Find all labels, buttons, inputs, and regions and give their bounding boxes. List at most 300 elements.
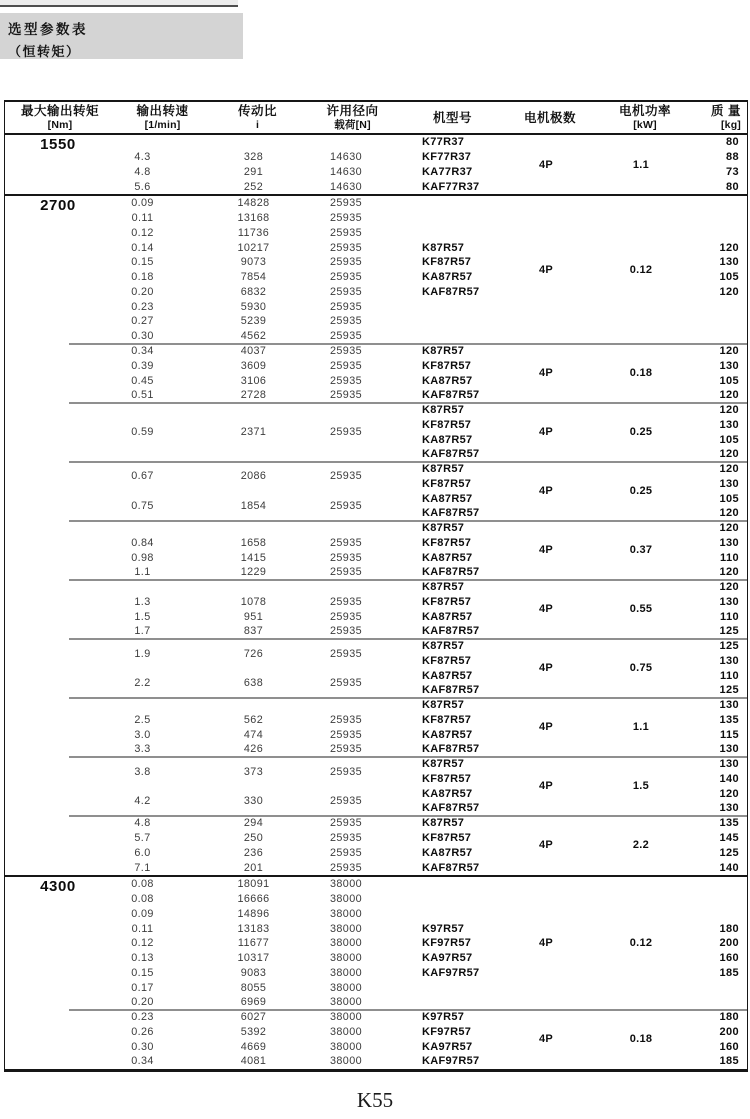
cell-model: KF87R57 (422, 654, 472, 667)
cell-model: KA97R57 (422, 1040, 473, 1053)
cell-model: KAF87R57 (422, 625, 480, 638)
col-model (401, 757, 506, 816)
cell-model (401, 877, 506, 892)
header-unit: [kW] (633, 118, 657, 131)
cell-load: 25935 (329, 551, 363, 564)
cell-speed: 0.30 (131, 330, 154, 343)
cell-speed: 1.1 (134, 566, 151, 579)
col-load (291, 877, 401, 1010)
cell-ratio: 4562 (240, 330, 267, 343)
cell-weight: 105 (719, 433, 739, 446)
cell-weight: 130 (719, 418, 739, 431)
cell-poles: 4P (538, 544, 554, 557)
col-power (586, 344, 696, 403)
cell-speed: 3.8 (134, 765, 151, 778)
cell-speed: 0.09 (131, 197, 154, 210)
cell-weight (696, 995, 747, 1010)
header-label: 许用径向 (326, 103, 379, 118)
cell-poles: 4P (538, 721, 554, 734)
cell-weight: 130 (719, 536, 739, 549)
col-poles (506, 877, 586, 1010)
col-model (401, 1010, 506, 1069)
cell-ratio: 236 (243, 846, 264, 859)
cell-load: 14630 (329, 165, 363, 178)
cell-load: 38000 (329, 907, 363, 920)
cell-power: 0.75 (629, 662, 653, 675)
cell-weight: 160 (719, 1040, 739, 1053)
cell-load: 14630 (329, 151, 363, 164)
cell-load: 25935 (329, 647, 363, 660)
cell-weight: 105 (719, 271, 739, 284)
cell-model: KF87R57 (422, 536, 472, 549)
cell-weight: 200 (719, 1025, 739, 1038)
cell-weight: 145 (719, 832, 739, 844)
cell-model: KA87R57 (422, 271, 473, 284)
col-ratio (216, 135, 291, 194)
cell-ratio: 837 (243, 625, 264, 638)
col-weight (696, 403, 747, 462)
cell-model: K97R57 (422, 922, 465, 935)
cell-model (401, 892, 506, 907)
cell-ratio: 18091 (237, 878, 270, 891)
cell-ratio: 726 (243, 647, 264, 660)
cell-speed: 7.1 (134, 861, 151, 874)
cell-speed: 0.15 (131, 256, 154, 269)
cell-load: 25935 (329, 470, 363, 483)
header-label: 电机功率 (618, 103, 671, 118)
block-separator (69, 402, 747, 404)
cell-model: K77R37 (422, 136, 465, 149)
cell-ratio: 2086 (240, 470, 267, 483)
cell-ratio: 9073 (240, 256, 267, 269)
cell-model: KF87R57 (422, 256, 472, 269)
cell-load: 38000 (329, 878, 363, 891)
cell-speed: 0.75 (131, 499, 154, 512)
cell-model: KF77R37 (422, 151, 472, 164)
section-torque-value: 4300 (40, 877, 76, 895)
cell-speed: 0.11 (131, 212, 154, 225)
cell-load: 38000 (329, 966, 363, 979)
col-load (291, 816, 401, 875)
col-poles (506, 462, 586, 521)
cell-load (291, 698, 401, 713)
cell-speed: 0.12 (131, 937, 154, 950)
section-blocks (69, 135, 747, 194)
cell-weight: 120 (719, 787, 739, 800)
cell-model: K87R57 (422, 699, 465, 712)
col-load (291, 462, 401, 521)
cell-model (401, 906, 506, 921)
col-load (291, 639, 401, 698)
cell-model: KA87R57 (422, 551, 473, 564)
cell-model: KF87R57 (422, 595, 472, 608)
cell-speed: 0.11 (131, 922, 154, 935)
cell-speed: 1.3 (134, 595, 151, 608)
cell-load: 14630 (329, 180, 363, 193)
header-unit: [kg] (720, 118, 741, 131)
cell-speed: 6.0 (134, 846, 151, 859)
cell-speed: 0.45 (131, 374, 154, 387)
cell-speed: 0.59 (131, 426, 154, 439)
cell-power: 1.1 (632, 721, 650, 734)
header-label: 机型号 (432, 110, 472, 125)
cell-weight: 110 (720, 610, 739, 623)
col-load (291, 580, 401, 639)
col-ratio (216, 521, 291, 580)
table-block (69, 816, 747, 875)
cell-model: KA87R57 (422, 492, 473, 505)
header-motor-poles (505, 102, 595, 133)
cell-ratio (216, 698, 291, 713)
col-speed (69, 196, 216, 344)
cell-model: KA87R57 (422, 374, 473, 387)
col-weight (696, 877, 747, 1010)
cell-speed: 0.30 (131, 1040, 154, 1053)
cell-weight: 105 (719, 492, 739, 505)
cell-load: 38000 (329, 1040, 363, 1053)
cell-load: 25935 (329, 713, 363, 726)
col-load (291, 196, 401, 344)
cell-model (401, 314, 506, 329)
cell-load: 25935 (329, 595, 363, 608)
cell-load: 25935 (329, 625, 363, 638)
col-speed (69, 639, 216, 698)
cell-load: 38000 (329, 1055, 363, 1068)
cell-load: 38000 (329, 1011, 363, 1024)
header-unit: [Nm] (47, 118, 73, 131)
cell-ratio: 1415 (240, 551, 267, 564)
header-label: 输出转速 (136, 103, 189, 118)
section-blocks (69, 196, 747, 875)
cell-weight: 120 (719, 389, 739, 402)
block-separator (69, 638, 747, 640)
cell-weight: 180 (719, 922, 739, 935)
cell-poles: 4P (538, 367, 554, 380)
col-model (401, 580, 506, 639)
cell-ratio: 14896 (237, 907, 270, 920)
header-label: 电机极数 (523, 110, 576, 125)
col-ratio (216, 462, 291, 521)
cell-speed: 5.6 (134, 180, 151, 193)
col-speed (69, 580, 216, 639)
cell-weight: 88 (725, 151, 739, 164)
cell-model: KA87R57 (422, 669, 473, 682)
cell-weight (696, 314, 747, 329)
col-ratio (216, 580, 291, 639)
cell-speed: 0.14 (131, 241, 154, 254)
cell-speed (69, 580, 216, 595)
cell-weight: 135 (719, 817, 739, 830)
col-speed (69, 1010, 216, 1069)
col-load (291, 135, 401, 194)
col-ratio (216, 877, 291, 1010)
col-weight (696, 757, 747, 816)
cell-power: 0.18 (629, 367, 653, 380)
cell-model: K97R57 (422, 1011, 465, 1024)
cell-ratio: 5239 (240, 315, 267, 328)
col-weight (696, 344, 747, 403)
cell-ratio: 252 (243, 180, 264, 193)
section (5, 875, 747, 1069)
cell-power: 2.2 (632, 839, 650, 852)
cell-speed (69, 521, 216, 536)
table-block (69, 403, 747, 462)
cell-speed: 1.7 (134, 625, 151, 638)
page-title: 选型参数表 (8, 22, 88, 37)
col-weight (696, 135, 747, 194)
header-unit: [1/min] (144, 118, 181, 131)
cell-ratio: 562 (243, 713, 264, 726)
cell-model: KA87R57 (422, 433, 473, 446)
col-power (586, 580, 696, 639)
cell-load: 38000 (329, 981, 363, 994)
cell-speed: 0.26 (131, 1025, 154, 1038)
cell-model: K87R57 (422, 817, 465, 830)
cell-weight: 120 (719, 404, 739, 417)
col-model (401, 344, 506, 403)
col-load (291, 1010, 401, 1069)
cell-load: 38000 (329, 1025, 363, 1038)
cell-load: 25935 (329, 300, 363, 313)
table-block (69, 877, 747, 1010)
col-power (586, 816, 696, 875)
col-weight (696, 1010, 747, 1069)
cell-speed: 4.2 (134, 795, 151, 808)
cell-speed: 4.8 (134, 165, 151, 178)
section (5, 194, 747, 875)
cell-ratio: 328 (243, 151, 264, 164)
cell-model (401, 226, 506, 241)
cell-speed: 0.67 (131, 470, 154, 483)
col-poles (506, 1010, 586, 1069)
block-separator (69, 461, 747, 463)
cell-speed: 2.2 (134, 677, 151, 690)
title-box (0, 13, 243, 59)
col-model (401, 877, 506, 1010)
col-speed (69, 344, 216, 403)
col-power (586, 135, 696, 194)
cell-weight: 140 (719, 772, 739, 785)
cell-model: KAF97R57 (422, 966, 480, 979)
cell-ratio: 1854 (240, 499, 267, 512)
cell-weight (696, 980, 747, 995)
col-weight (696, 698, 747, 757)
cell-model: KAF87R57 (422, 566, 480, 579)
cell-weight: 120 (719, 507, 739, 520)
cell-speed: 0.12 (131, 226, 154, 239)
cell-load: 38000 (329, 937, 363, 950)
table-block (69, 698, 747, 757)
cell-ratio: 8055 (240, 981, 267, 994)
cell-ratio: 11736 (237, 226, 270, 239)
cell-ratio: 474 (243, 728, 264, 741)
col-model (401, 639, 506, 698)
cell-model: KF87R57 (422, 477, 472, 490)
col-speed (69, 462, 216, 521)
col-poles (506, 196, 586, 344)
col-model (401, 135, 506, 194)
header-label: 最大输出转矩 (20, 103, 99, 118)
cell-load: 25935 (329, 226, 363, 239)
cell-speed: 0.34 (131, 345, 154, 357)
cell-ratio: 291 (243, 165, 264, 178)
cell-ratio: 2728 (240, 389, 267, 402)
cell-model: KF87R57 (422, 713, 472, 726)
cell-load: 25935 (329, 212, 363, 225)
cell-model: KF87R57 (422, 359, 472, 372)
cell-load: 25935 (329, 330, 363, 343)
col-ratio (216, 698, 291, 757)
col-speed (69, 816, 216, 875)
cell-model: K87R57 (422, 404, 465, 417)
col-power (586, 403, 696, 462)
cell-ratio: 373 (243, 765, 264, 778)
cell-ratio: 9083 (240, 966, 267, 979)
table-block (69, 580, 747, 639)
cell-poles: 4P (538, 158, 554, 171)
col-weight (696, 521, 747, 580)
section (5, 135, 747, 194)
cell-load: 25935 (329, 677, 363, 690)
table-block (69, 344, 747, 403)
col-weight (696, 196, 747, 344)
cell-load: 25935 (329, 271, 363, 284)
cell-load (291, 135, 401, 150)
cell-weight: 80 (725, 136, 739, 149)
cell-model: KAF87R57 (422, 743, 480, 756)
cell-load: 25935 (329, 728, 363, 741)
col-poles (506, 403, 586, 462)
cell-model: KF87R57 (422, 832, 472, 844)
cell-speed: 0.08 (131, 893, 154, 906)
cell-ratio: 638 (243, 677, 264, 690)
cell-weight: 125 (719, 684, 739, 697)
cell-power: 0.37 (629, 544, 653, 557)
col-load (291, 403, 401, 462)
cell-weight: 120 (719, 463, 739, 476)
cell-speed: 0.27 (131, 315, 154, 328)
cell-speed: 0.84 (131, 536, 154, 549)
cell-weight: 160 (719, 952, 739, 965)
cell-speed: 0.15 (131, 966, 154, 979)
col-model (401, 521, 506, 580)
cell-speed: 3.3 (134, 743, 151, 756)
cell-ratio: 250 (243, 832, 264, 844)
col-poles (506, 757, 586, 816)
cell-ratio (216, 580, 291, 595)
col-ratio (216, 757, 291, 816)
cell-load: 25935 (329, 374, 363, 387)
col-speed (69, 698, 216, 757)
cell-model: K87R57 (422, 241, 465, 254)
cell-power: 1.5 (632, 780, 650, 793)
table-block (69, 1010, 747, 1069)
cell-speed: 0.23 (131, 300, 154, 313)
cell-speed: 0.39 (131, 359, 154, 372)
cell-weight: 120 (719, 522, 739, 535)
cell-load: 25935 (329, 359, 363, 372)
cell-ratio: 4037 (240, 345, 267, 357)
cell-load: 25935 (329, 241, 363, 254)
cell-model: KA77R37 (422, 165, 473, 178)
table-body (5, 135, 747, 1069)
cell-model: K87R57 (422, 640, 465, 653)
header-motor-power (595, 102, 695, 133)
col-speed (69, 521, 216, 580)
cell-load: 25935 (329, 861, 363, 874)
cell-ratio: 3609 (240, 359, 267, 372)
cell-model (401, 329, 506, 344)
section-torque-value: 1550 (40, 136, 76, 153)
cell-speed: 0.08 (131, 878, 154, 891)
cell-speed: 5.7 (134, 832, 151, 844)
col-ratio (216, 196, 291, 344)
cell-model: KA97R57 (422, 952, 473, 965)
cell-speed: 0.98 (131, 551, 154, 564)
cell-speed: 0.13 (131, 952, 154, 965)
cell-model: KA87R57 (422, 846, 473, 859)
cell-ratio: 6969 (240, 996, 267, 1009)
col-load (291, 521, 401, 580)
block-separator (69, 815, 747, 817)
col-power (586, 698, 696, 757)
cell-model: KAF87R57 (422, 285, 480, 298)
table-block (69, 196, 747, 344)
cell-load: 38000 (329, 922, 363, 935)
cell-model: KAF87R57 (422, 389, 480, 402)
header-model (400, 102, 505, 133)
cell-poles: 4P (538, 662, 554, 675)
cell-weight: 140 (719, 861, 739, 874)
cell-ratio: 330 (243, 795, 264, 808)
cell-ratio: 14828 (237, 197, 270, 210)
cell-ratio: 16666 (237, 893, 270, 906)
cell-load: 25935 (329, 795, 363, 808)
cell-model (401, 995, 506, 1010)
cell-weight: 115 (720, 728, 739, 741)
cell-weight: 130 (719, 699, 739, 712)
cell-load: 25935 (329, 499, 363, 512)
cell-poles: 4P (538, 485, 554, 498)
cell-ratio: 6027 (240, 1011, 267, 1024)
cell-weight: 130 (719, 256, 739, 269)
col-model (401, 462, 506, 521)
table-block (69, 639, 747, 698)
cell-speed: 1.5 (134, 610, 151, 623)
cell-speed: 0.18 (131, 271, 154, 284)
table-block (69, 521, 747, 580)
cell-model (401, 211, 506, 226)
table-block (69, 757, 747, 816)
cell-poles: 4P (538, 839, 554, 852)
cell-poles: 4P (538, 1033, 554, 1046)
cell-weight (696, 211, 747, 226)
section-blocks (69, 877, 747, 1069)
col-weight (696, 580, 747, 639)
table-block (69, 135, 747, 194)
col-poles (506, 639, 586, 698)
col-weight (696, 462, 747, 521)
params-table (4, 100, 748, 1072)
col-weight (696, 816, 747, 875)
cell-load: 25935 (329, 426, 363, 439)
cell-ratio: 1229 (240, 566, 267, 579)
footer-page-number: K55 (356, 1088, 394, 1112)
cell-model (401, 196, 506, 211)
col-ratio (216, 639, 291, 698)
cell-load: 25935 (329, 832, 363, 844)
cell-weight: 120 (719, 448, 739, 461)
